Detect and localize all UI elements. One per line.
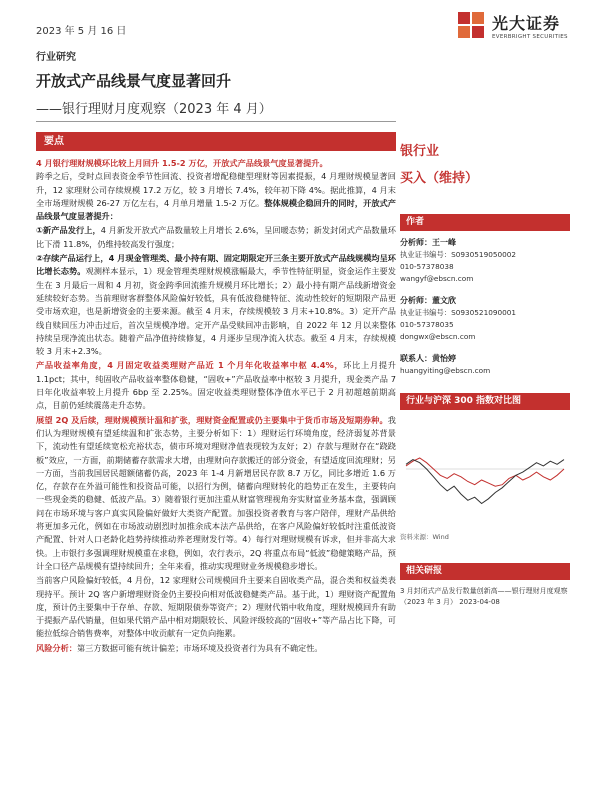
paragraph-2-body: 4 月新发开放式产品数量较上月增长 2.6%，呈回暖态势；新发封闭式产品数量环比下滑 11.8%，仍维持较高发行强度； — [36, 225, 396, 249]
paragraph-1-highlight: 4 月银行理财规模环比较上月回升 1.5-2 万亿，开放式产品线景气度显著提升。 — [36, 158, 328, 168]
analyst-2-email: dongwx@ebscn.com — [400, 332, 476, 341]
sidebar — [400, 132, 570, 608]
comparison-chart-svg — [400, 416, 570, 526]
paragraph-5 — [36, 414, 396, 574]
risk-analysis — [36, 642, 396, 655]
analyst-1-name: 分析师：王一峰 — [400, 238, 456, 247]
logo-icon — [456, 10, 486, 40]
title-divider — [36, 121, 396, 122]
paragraph-4 — [36, 359, 396, 412]
paragraph-3 — [36, 252, 396, 358]
paragraph-1-conclusion: 整体规模企稳回升的同时，开放式产品线景气度显著提升： — [36, 197, 396, 222]
paragraph-3-lead: ②存续产品运行上，4 月现金管理类、最小持有期、固定期限定开三条主要开放式产品线规模均呈环比增长态势。 — [36, 253, 396, 277]
paragraph-1 — [36, 157, 396, 223]
contact-name: 联系人：黄怡婷 — [400, 354, 456, 363]
analyst-1-email: wangyf@ebscn.com — [400, 274, 474, 283]
analyst-2-phone: 010-57378035 — [400, 320, 454, 329]
related-heading: 相关研报 — [400, 563, 570, 580]
paragraph-1-body: 跨季之后，受时点回表资金季节性回流、投资者增配稳健型理财等因素提振，4 月理财规模显著回升，12 家理财公司存续规模 17.2 万亿，较 3 月增长 7.4%，较年初下降 4%。据此推算，4 月末全市场理财规模 26-27 万亿左右，4 月单月增量 1.5-2 万亿。 — [36, 171, 396, 208]
company-logo — [456, 10, 568, 40]
analyst-2 — [400, 295, 570, 343]
logo-name-en: EVERBRIGHT SECURITIES — [492, 33, 568, 40]
paragraph-6: 当前客户风险偏好较低，4 月份，12 家理财公司规模回升主要来自固收类产品，混合类和权益类表现持平。预计 2Q 客户新增理财资金仍主要投向相对低波稳健类产品。基于此，1）理财资产配置角度，预计仍主要集中于存单、存款、短期限债券等资产；2）理财代销中收角度，理财规模回升有助于提振产品代销量，但如果代销产品中相对期限较长、风险评级较高的“固收+”等产品占比下降，可能拉低综合销售费率，对整体中收贡献有一定负向拖累。 — [36, 575, 396, 639]
logo-name-cn: 光大证券 — [492, 13, 561, 33]
report-category: 行业研究 — [36, 52, 76, 63]
contact — [400, 353, 570, 377]
related-report — [400, 586, 570, 608]
paragraph-5-body: 我们认为理财规模有望延续温和扩张态势，主要分析如下：1）理财运行环境角度，经济弱复苏背景下，流动性有望延续宽松充裕状态，债市环境对理财净值表现较为友好；2）存款与理财存在“跷跷板”效应，一方面，前期储蓄存款需求大增，由理财向存款搬迁的部分资金，有望适度回流理财；另一方面，当前我国居民超额储蓄仍高，2023 年 1-4 月新增居民存款 8.7 万亿，同比多增近 1.6 万亿，存款存在外溢可能性和投资品可能，以招行为例，储蓄向理财转化的趋势正在发生，主要转向一些现金类的稳健、低波产品。3）随着银行更加注重从财富管理视角夯实财富业务基本盘，强调顾问在市场环境与客户真实风险偏好做好大类资产配置。加强投资者教育与客户陪伴，理财产品供给将更加多元化，例如在市场波动剧烈时加推余成本法产品供给，在客户风险偏好较低时注重低波资产配置、针对人口老龄化趋势持续推动养老理财发行等。4）每行对理财规模有诉求，但并非高大求快。上市银行多强调理财规模重在求稳，例如，农行表示，2Q 将重点布局“低波”稳健策略产品，预计全口径产品规模有望持续回升；全年来看，推动实现理财业务规模稳步增长。 — [36, 414, 396, 571]
analyst-2-name: 分析师：董文欣 — [400, 296, 456, 305]
paragraph-2 — [36, 224, 396, 251]
paragraph-4-body: 环比上月提升 1.1pct；其中，纯固收产品收益率整体稳健，“固收+”产品收益率中枢较 3 月提升，现金类产品 7 日年化收益率较上月提升 6bp 至 2.25%。固定收益类理财整体净值水平已于 2 月初超越前期高点，目前仍延续震荡走升态势。 — [36, 360, 396, 411]
authors-heading: 作者 — [400, 214, 570, 231]
related-report-date: 2023-04-08 — [459, 598, 500, 606]
analyst-2-cert: 执业证书编号：S0930521090001 — [400, 308, 517, 317]
chart-source: 资料来源：Wind — [400, 533, 449, 541]
paragraph-4-highlight: 产品收益率角度，4 月固定收益类理财产品近 1 个月年化收益率中枢 4.4%， — [36, 360, 344, 371]
summary-section — [36, 132, 396, 655]
analyst-1-cert: 执业证书编号：S0930519050002 — [400, 250, 517, 259]
chart-heading: 行业与沪深 300 指数对比图 — [400, 393, 570, 410]
analyst-1 — [400, 237, 570, 285]
report-subtitle: ——银行理财月度观察（2023 年 4 月） — [36, 102, 272, 117]
paragraph-5-highlight: 展望 2Q 及后续，理财规模预计温和扩张，理财资金配置或仍主要集中于货币市场及短期券种。 — [36, 414, 388, 425]
rating: 买入（维持） — [400, 171, 479, 186]
paragraph-3-body: 观测样本显示，1）现金管理类理财规模涨幅最大，季节性特征明显，资金运作主要发生在 3 月最后一周和 4 月初，资金跨季回流推升规模月环比增长；2）最小持有期产品线新增资金延续较好态势。当前理财客群整体风险偏好较低，具有低波稳健特征、流动性较好的短期限产品更受市场欢迎，也是新增资金的主要来源。截至 4 月末，存续规模较 3 月末+10.8%。3）定开产品线自赎回压力冲击过后，首次呈规模净增。定开产品受赎回冲击影响，自 2022 年 12 月以来整体持续呈现净流出状态。随着产品净值持续修复，4 月逐步呈现净流入状态。截至 4 月末，存续规模较 3 月末+2.3%。 — [36, 266, 396, 357]
risk-text: 第三方数据可能有统计偏差；市场环境及投资者行为具有不确定性。 — [76, 642, 323, 653]
comparison-chart — [400, 416, 570, 530]
paragraph-2-lead: ①新产品发行上， — [36, 225, 101, 236]
analyst-1-phone: 010-57378038 — [400, 262, 454, 271]
report-title: 开放式产品线景气度显著回升 — [36, 72, 232, 90]
industry-name: 银行业 — [400, 144, 440, 159]
summary-heading: 要点 — [36, 132, 396, 151]
contact-email: huangyiting@ebscn.com — [400, 366, 491, 375]
risk-label: 风险分析： — [36, 642, 77, 653]
related-report-title[interactable]: 3 月封闭式产品发行数量创新高——银行理财月度观察（2023 年 3 月） — [400, 587, 568, 606]
report-date: 2023 年 5 月 16 日 — [36, 26, 127, 37]
